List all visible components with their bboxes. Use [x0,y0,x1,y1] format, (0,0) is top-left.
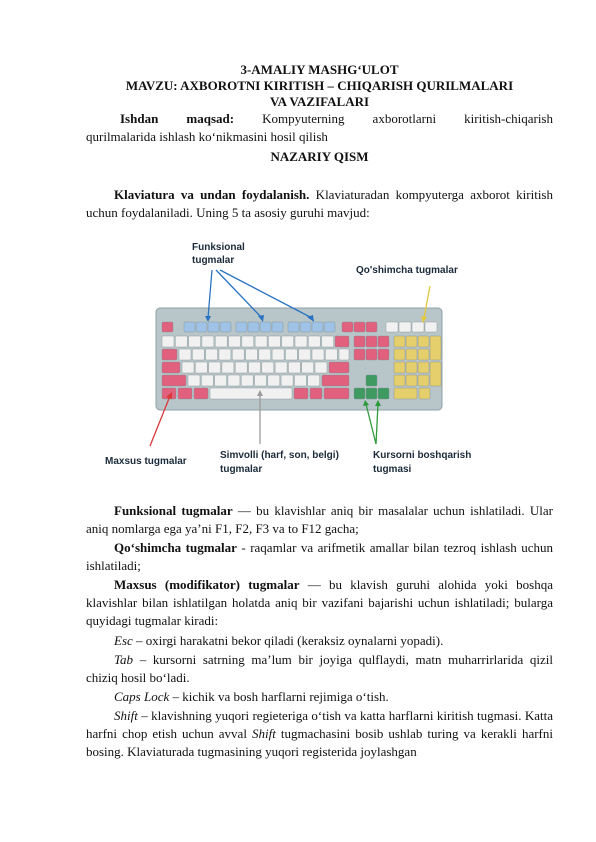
esc-text: – oxirgi harakatni bekor qiladi (keraksiz oynalarni yopadi). [132,633,444,648]
key-function [236,322,247,332]
key-extra-top [412,322,424,332]
key-symbol [201,375,213,386]
key-symbol [285,349,297,360]
key-symbol [215,375,227,386]
key-symbol [162,336,174,347]
shift-key-inline: Shift [251,726,276,742]
function-keys-term: Funksional tugmalar [114,503,233,518]
key-symbol [206,349,218,360]
modifier-keys-text: — bu klavish guruhi alohida yoki boshqa klavishlar bilan ishlatilgan holatda aniq bir vazifani bajarishi uchun ishlatiladi; bularga quyidagi tugmalar kiradi: [86,577,553,629]
key-numpad [418,375,429,386]
key-symbol [235,362,247,373]
key-symbol [189,336,201,347]
goal-text-line1: Kompyuterning axborotlarni kiritish-chiqarish [262,111,553,126]
key-symbol [228,375,240,386]
key-symbol [288,362,300,373]
key-symbol [249,362,261,373]
label-function-keys-1: Funksional [192,242,245,253]
key-extra-top [425,322,437,332]
key-arrow-left [354,388,365,399]
caps-key-name: Caps Lock [114,689,170,704]
key-arrow-up [366,375,377,386]
key-symbol [242,336,254,347]
key-symbol [315,362,327,373]
key-function [288,322,299,332]
key-esc [162,322,173,332]
tab-key-name: Tab [114,652,134,667]
shift-text-a: – klavishning yuqori regieteriga o‘tish va katta harflarni kiritish tugmasi. Katta harfni chop etish uchun avval [86,708,553,742]
caps-text: – kichik va bosh harflarni rejimiga o‘tish. [169,689,389,704]
key-symbol [272,349,284,360]
key-symbol [188,375,200,386]
label-extra-keys: Qo'shimcha tugmalar [356,265,458,276]
key-special-top [354,322,365,332]
key-symbol [322,336,334,347]
key-function [272,322,283,332]
practice-title: 3-AMALIY MASHG‘ULOT [240,62,399,77]
key-numpad [394,336,405,347]
key-extra-top [386,322,398,332]
paragraph-extra-keys [86,539,553,575]
key-caps [162,362,180,373]
key-function [300,322,311,332]
key-symbol [202,336,214,347]
key-function [324,322,335,332]
section-title: NAZARIY QISM [270,149,369,164]
key-symbol [262,362,274,373]
key-numpad-0 [394,388,417,399]
keyboard-figure [100,236,500,482]
key-symbol [182,362,194,373]
key-function [248,322,259,332]
goal-line1 [86,110,553,128]
key-function [196,322,207,332]
key-numpad [418,336,429,347]
key-arrow-down [366,388,377,399]
key-symbol [308,375,320,386]
key-symbol [295,336,307,347]
goal-line2: qurilmalarida ishlash ko‘nikmasini hosil qilish [86,129,328,144]
key-numpad [406,362,417,373]
label-cursor-keys-1: Kursorni boshqarish [373,450,472,461]
key-symbol [219,349,231,360]
key-symbol [175,336,187,347]
key-special-top [366,322,377,332]
key-numpad [406,336,417,347]
paragraph-tab [86,651,553,687]
key-symbol [282,336,294,347]
key-special-top [342,322,353,332]
paragraph-caps-lock [86,688,553,706]
key-shift-left [162,375,186,386]
key-numpad [394,375,405,386]
key-tab [162,349,177,360]
key-backspace [335,336,349,347]
intro-paragraph [86,186,553,222]
paragraph-function-keys [86,502,553,538]
key-function [260,322,271,332]
label-symbol-keys-1: Simvolli (harf, son, belgi) [220,450,339,461]
key-symbol [275,362,287,373]
key-numpad [394,349,405,360]
key-symbol [268,375,280,386]
key-numpad [418,349,429,360]
key-symbol [281,375,293,386]
key-nav [366,349,377,360]
key-symbol [229,336,241,347]
paragraph-esc [86,632,553,650]
key-function [208,322,219,332]
key-symbol [222,362,234,373]
key-symbol [255,336,267,347]
key-symbol [268,336,280,347]
key-symbol [302,362,314,373]
key-ctrl-right [324,388,349,399]
key-numpad [418,362,429,373]
key-enter [329,362,349,373]
topic-title-line1: MAVZU: AXBOROTNI KIRITISH – CHIQARISH QURILMALARI [125,78,514,93]
key-alt-right [294,388,308,399]
function-keys-text: — bu klavishlar aniq bir masalalar uchun ishlatiladi. Ular aniq nomlarga ega ya’ni F1, F2, F3 va to F12 gacha; [86,503,554,537]
key-nav [378,336,389,347]
key-win [178,388,192,399]
key-nav [354,336,365,347]
key-nav [378,349,389,360]
label-function-keys-2: tugmalar [192,255,235,266]
label-symbol-keys-2: tugmalar [220,464,263,475]
key-numpad [394,362,405,373]
intro-text: Klaviaturadan kompyuterga axborot kiritish uchun foydalaniladi. Uning 5 ta asosiy guruhi mavjud: [86,187,553,221]
key-extra-top [399,322,411,332]
key-numpad [430,336,441,360]
key-numpad-dot [419,388,430,399]
key-space [210,388,292,399]
key-shift-right [322,375,349,386]
key-function [184,322,195,332]
key-symbol [232,349,244,360]
key-nav [354,349,365,360]
extra-keys-text: - raqamlar va arifmetik amallar bilan tezroq ishlash uchun ishlatiladi; [86,540,553,574]
keyboard-diagram [100,236,500,482]
key-function [220,322,231,332]
extra-keys-term: Qo‘shimcha tugmalar [114,540,237,555]
goal-label: Ishdan maqsad: [120,111,235,126]
key-symbol [192,349,204,360]
key-function [312,322,323,332]
esc-key-name: Esc [114,633,133,648]
paragraph-modifier-keys [86,576,553,631]
tab-text: – kursorni satrning ma’lum bir joyiga qulflaydi, matn muharrirlarida qizil chiziq hosil bo‘ladi. [86,652,553,686]
key-symbol [339,349,349,360]
key-symbol [308,336,320,347]
key-alt-left [194,388,208,399]
key-menu [310,388,322,399]
topic-title-line2: VA VAZIFALARI [269,94,370,109]
shift-text-b: tugmachasini bosib ushlab turing va kerakli harfni bosing. Klaviaturada tugmasining yuqori registerida joylashgan [86,726,553,760]
key-symbol [246,349,258,360]
key-symbol [255,375,267,386]
key-symbol [179,349,191,360]
key-numpad [430,362,441,386]
key-arrow-right [378,388,389,399]
modifier-keys-term: Maxsus (modifikator) tugmalar [114,577,300,592]
key-symbol [325,349,337,360]
paragraph-shift [86,707,553,762]
intro-bold: Klaviatura va undan foydalanish. [114,187,310,202]
key-symbol [209,362,221,373]
key-symbol [299,349,311,360]
key-nav [366,336,377,347]
key-symbol [215,336,227,347]
key-symbol [294,375,306,386]
key-symbol [259,349,271,360]
label-special-keys: Maxsus tugmalar [105,456,187,467]
key-numpad [406,375,417,386]
key-symbol [195,362,207,373]
key-symbol [312,349,324,360]
shift-key-name: Shift [114,708,138,723]
key-symbol [241,375,253,386]
label-cursor-keys-2: tugmasi [373,464,412,475]
key-numpad [406,349,417,360]
